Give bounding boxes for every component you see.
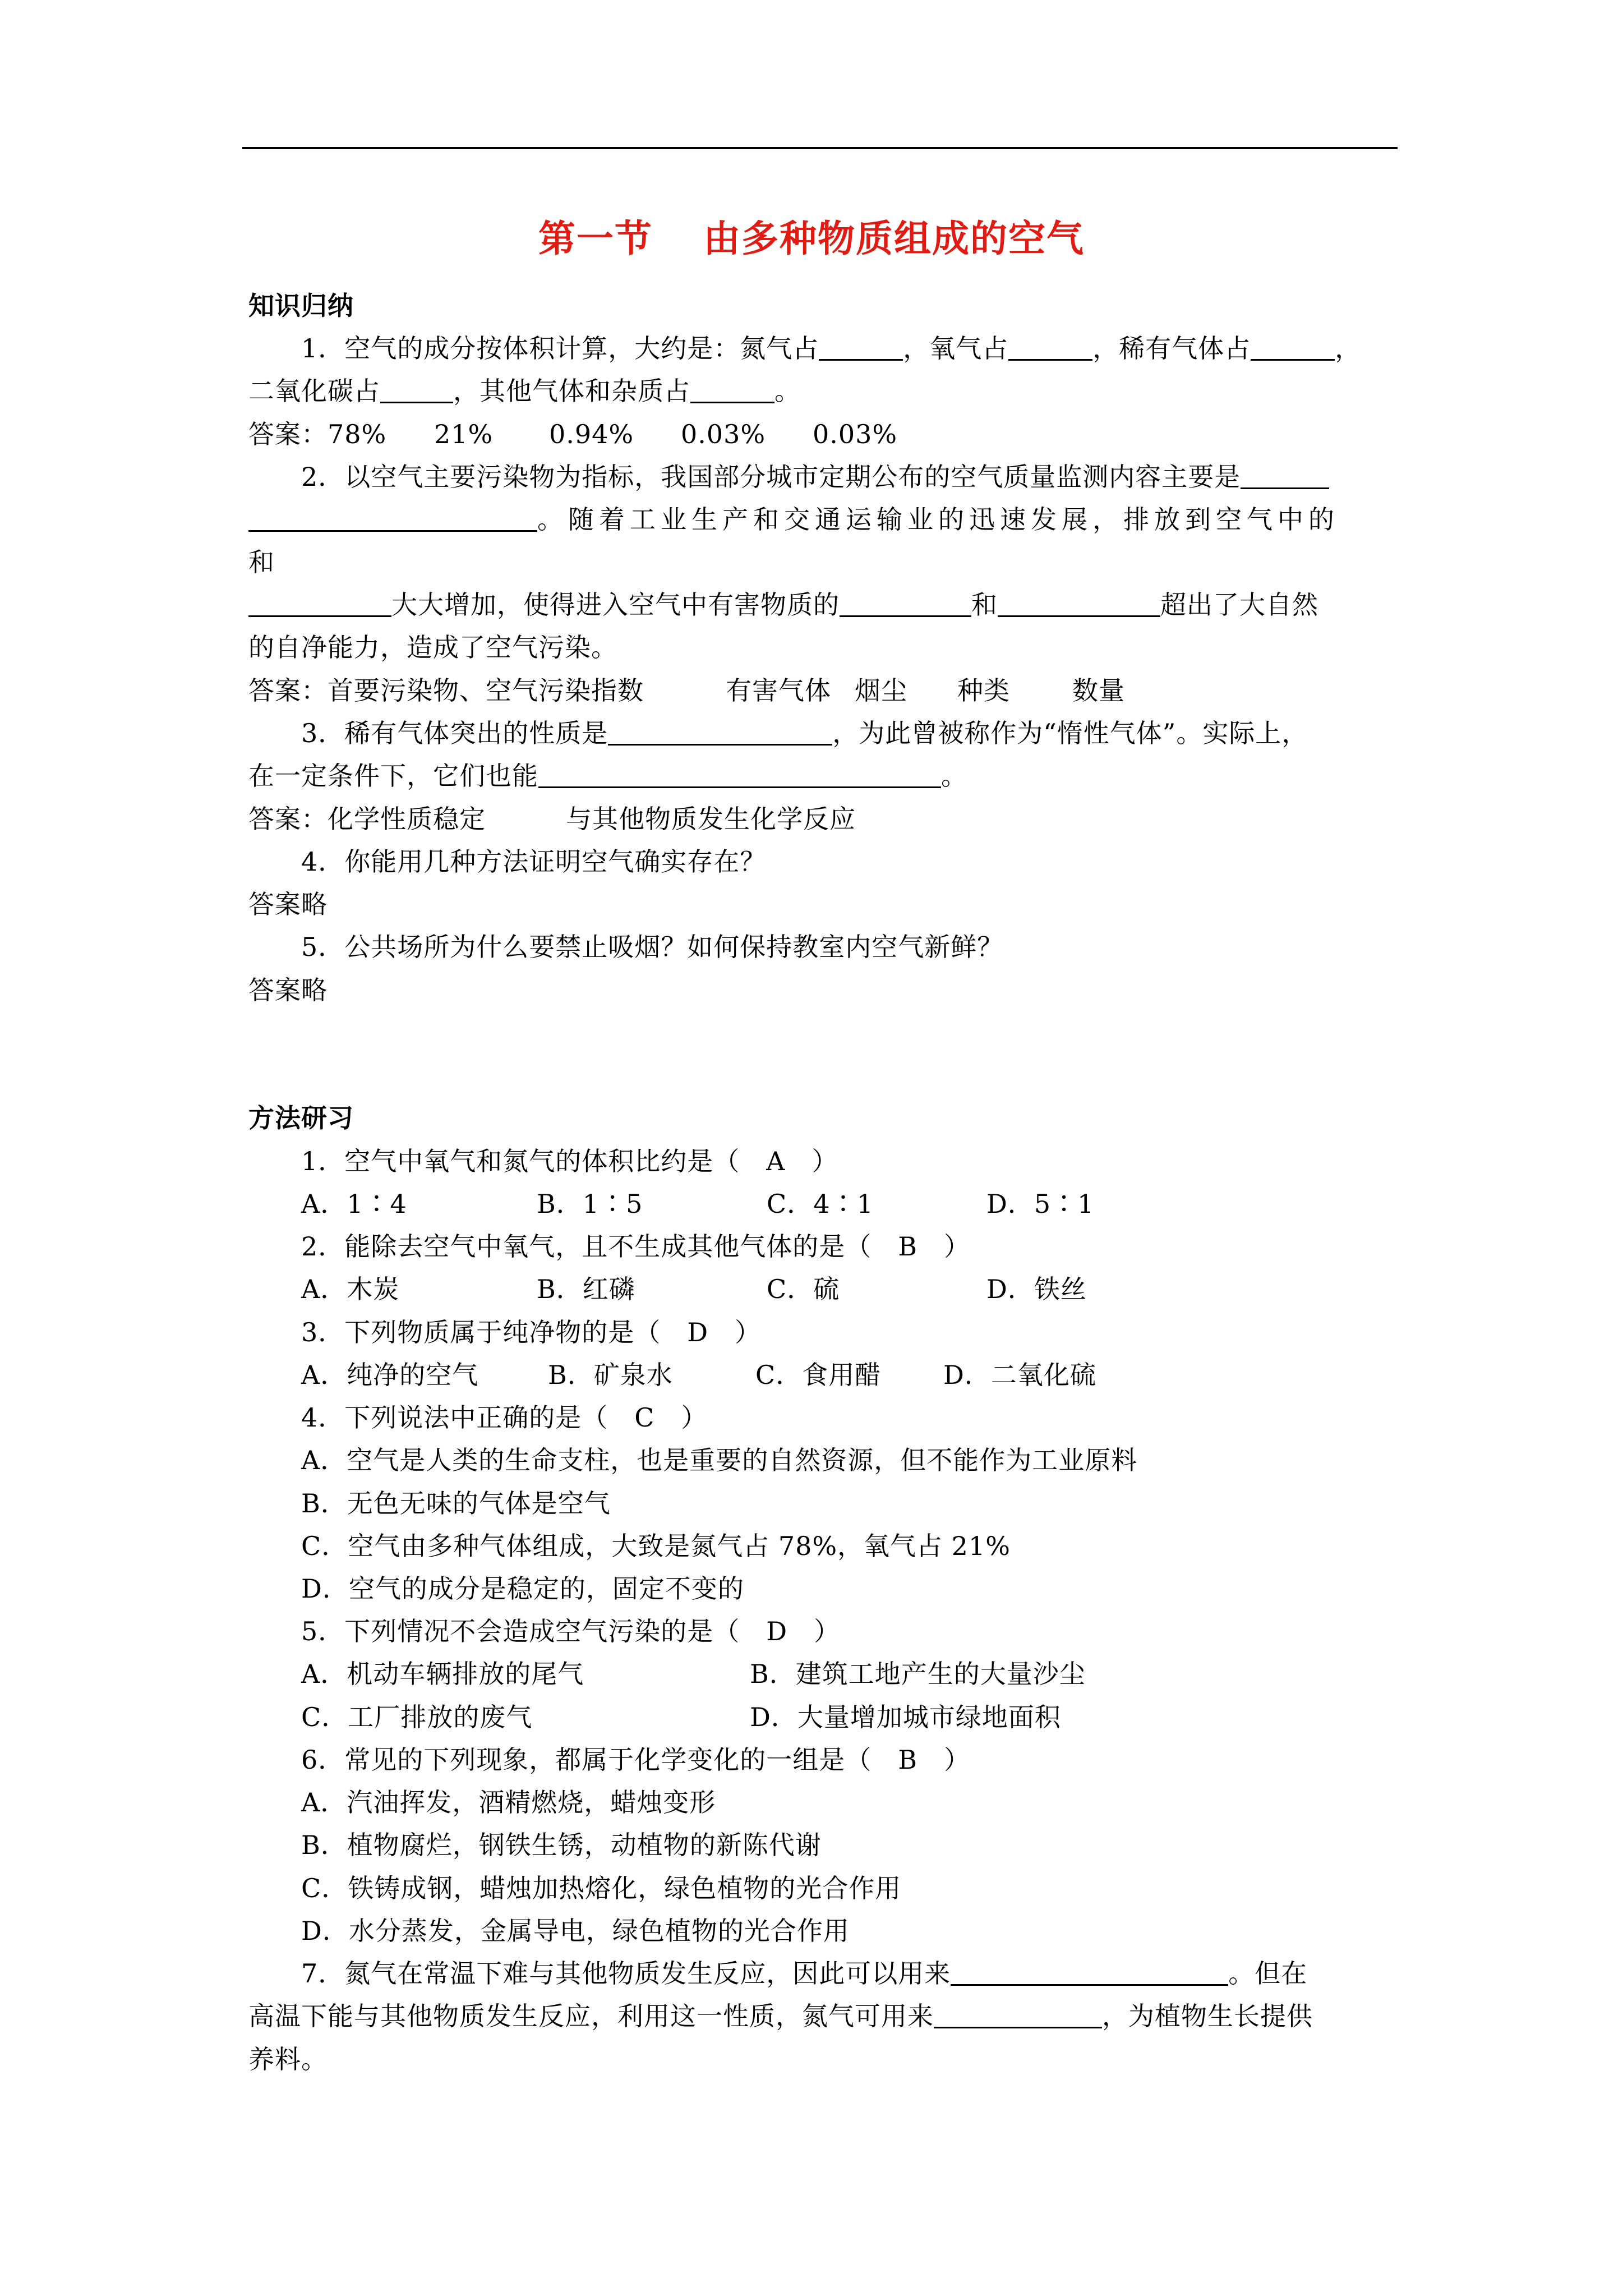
s2-q2-text: 2．能除去空气中氧气，且不生成其他气体的是（ B ）	[301, 1231, 971, 1262]
s2-q6-option-d: D．水分蒸发，金属导电，绿色植物的光合作用	[301, 1916, 850, 1946]
s1-q1-line2: 二氧化碳占 ，其他气体和杂质占 。	[248, 376, 801, 406]
s1-q2-answer: 答案：首要污染物、空气污染指数 有害气体 烟尘 种类 数量	[248, 675, 1125, 706]
s2-q3-options: A．纯净的空气 B．矿泉水 C．食用醋 D．二氧化硫	[301, 1360, 1096, 1390]
s2-q5-options-row1: A．机动车辆排放的尾气 B．建筑工地产生的大量沙尘	[301, 1659, 1086, 1689]
s2-q2-options: A．木炭 B．红磷 C．硫 D．铁丝	[301, 1274, 1087, 1304]
s2-q4-option-d: D．空气的成分是稳定的，固定不变的	[301, 1573, 744, 1604]
s1-q4-answer: 答案略	[248, 889, 328, 919]
section-heading-knowledge: 知识归纳	[248, 291, 354, 321]
s2-q7-line1: 7．氮气在常温下难与其他物质发生反应，因此可以用来 。但在	[301, 1958, 1308, 1989]
s1-q5-text: 5．公共场所为什么要禁止吸烟？如何保持教室内空气新鲜？	[301, 932, 1004, 962]
s2-q6-option-c: C．铁铸成钢，蜡烛加热熔化，绿色植物的光合作用	[301, 1873, 902, 1903]
s2-q7-line2: 高温下能与其他物质发生反应，利用这一性质，氮气可用来 ，为植物生长提供	[248, 2001, 1313, 2031]
s2-q5-text: 5．下列情况不会造成空气污染的是（ D ）	[301, 1616, 841, 1646]
s2-q3-text: 3．下列物质属于纯净物的是（ D ）	[301, 1317, 762, 1347]
title-section-number: 第一节	[538, 217, 653, 260]
s2-q4-option-c: C．空气由多种气体组成，大致是氮气占 78%，氧气占 21%	[301, 1531, 1011, 1561]
s1-q2-line2: 。随着工业生产和交通运输业的迅速发展，排放到空气中的	[248, 503, 1339, 536]
s2-q6-option-b: B．植物腐烂，钢铁生锈，动植物的新陈代谢	[301, 1830, 822, 1860]
s1-q2-line5: 的自净能力，造成了空气污染。	[248, 632, 617, 662]
page-title	[0, 213, 1623, 264]
s1-q3-line2: 在一定条件下，它们也能 。	[248, 761, 967, 791]
s2-q7-line3: 养料。	[248, 2044, 328, 2074]
s1-q3-answer: 答案：化学性质稳定 与其他物质发生化学反应	[248, 804, 856, 834]
s1-q3-line1: 3．稀有气体突出的性质是 ，为此曾被称作为“惰性气体”。实际上，	[301, 718, 1308, 748]
s1-q1-answer: 答案：78% 21% 0.94% 0.03% 0.03%	[248, 419, 898, 449]
s2-q1-text: 1．空气中氧气和氮气的体积比约是（ A ）	[301, 1146, 838, 1176]
s1-q2-line4: 大大增加，使得进入空气中有害物质的 和 超出了大自然	[248, 588, 1318, 622]
s1-q1-line1: 1．空气的成分按体积计算，大约是：氮气占 ，氧气占 ，稀有气体占 ，	[301, 333, 1362, 364]
title-text: 由多种物质组成的空气	[703, 217, 1085, 260]
s1-q5-answer: 答案略	[248, 975, 328, 1005]
header-rule	[242, 147, 1398, 149]
s2-q6-option-a: A．汽油挥发，酒精燃烧，蜡烛变形	[301, 1787, 716, 1818]
s2-q4-text: 4．下列说法中正确的是（ C ）	[301, 1402, 708, 1433]
s1-q4-text: 4．你能用几种方法证明空气确实存在？	[301, 846, 767, 877]
s1-q2-line3: 和	[248, 547, 275, 577]
s2-q4-option-a: A．空气是人类的生命支柱，也是重要的自然资源，但不能作为工业原料	[301, 1445, 1138, 1475]
section-heading-methods: 方法研习	[248, 1103, 354, 1133]
s2-q1-options: A．1∶4 B．1∶5 C．4∶1 D．5∶1	[301, 1189, 1095, 1219]
s1-q2-line1: 2．以空气主要污染物为指标，我国部分城市定期公布的空气质量监测内容主要是	[301, 460, 1329, 494]
s2-q4-option-b: B．无色无味的气体是空气	[301, 1488, 611, 1519]
s2-q5-options-row2: C．工厂排放的废气 D．大量增加城市绿地面积	[301, 1702, 1061, 1732]
s2-q6-text: 6．常见的下列现象，都属于化学变化的一组是（ B ）	[301, 1745, 971, 1775]
